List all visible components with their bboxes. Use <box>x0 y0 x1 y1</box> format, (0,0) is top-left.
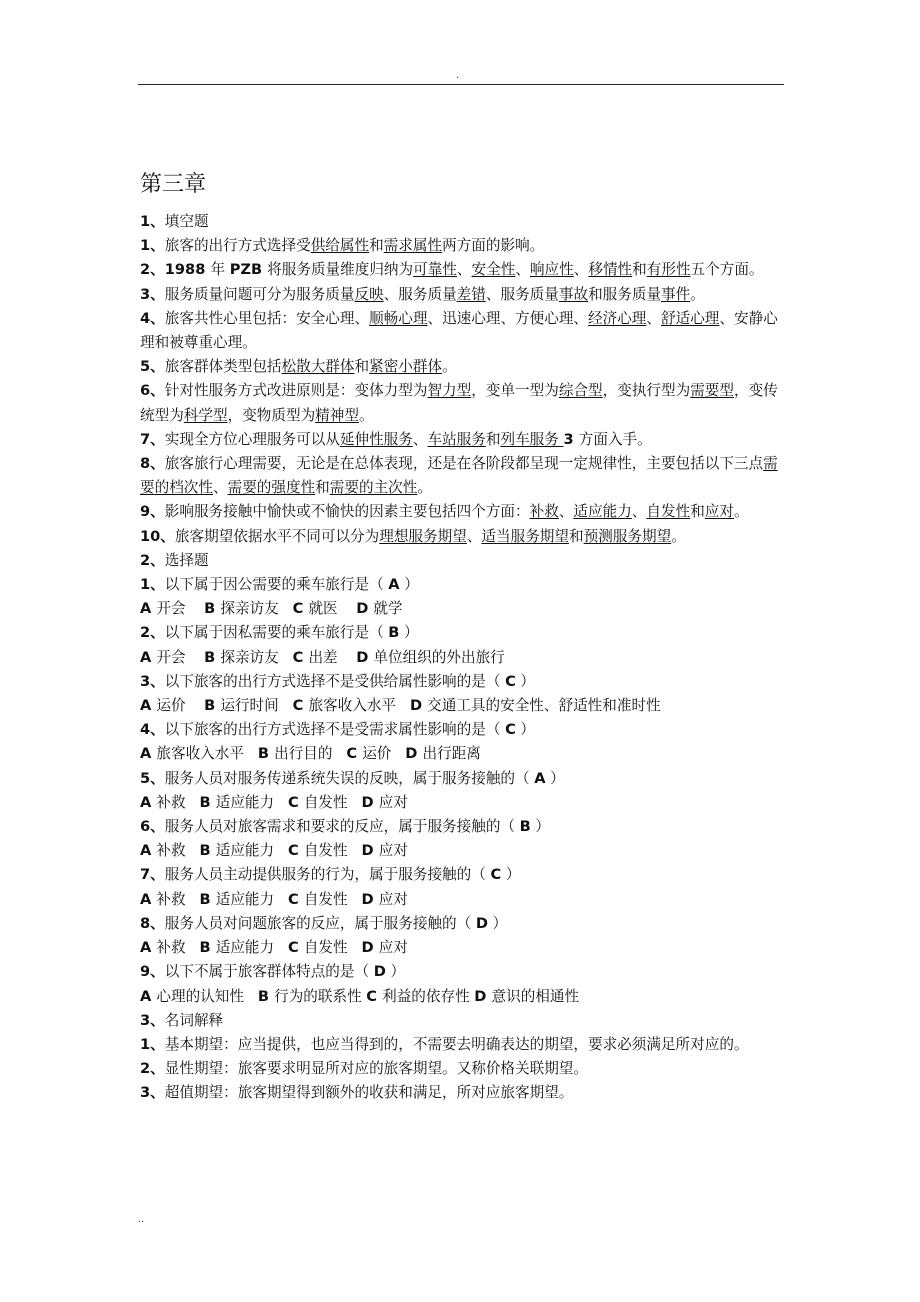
text-span: 。 <box>734 503 749 521</box>
answer-blank: 适当服务期望 <box>481 527 569 545</box>
text-line <box>140 912 785 936</box>
text-span: 3、 <box>140 1011 165 1029</box>
text-span: C <box>366 987 383 1005</box>
text-span: 五个方面。 <box>690 261 764 279</box>
text-span: 服务人员对旅客需求和要求的反应，属于服务接触的（ <box>164 818 520 836</box>
text-span: D <box>361 793 379 811</box>
text-span: 自发性 <box>303 939 362 957</box>
text-span: 。 <box>690 285 705 303</box>
text-span: D <box>361 842 379 860</box>
text-span: 、 <box>573 261 589 279</box>
text-span: 7、 <box>140 430 165 448</box>
answer-blank: 理想服务期望 <box>379 527 467 545</box>
text-span: 、 <box>466 527 482 545</box>
text-line <box>140 1009 785 1033</box>
text-span: B <box>257 745 275 763</box>
answer-blank: 经济心理 <box>588 309 647 327</box>
text-span: A <box>140 697 157 715</box>
answer-blank: 差错 <box>456 285 486 303</box>
text-span: 服务人员对问题旅客的反应，属于服务接触的（ <box>164 914 476 932</box>
text-span: 9、 <box>140 963 165 981</box>
text-span: 利益的依存性 <box>382 987 475 1005</box>
text-line <box>140 888 785 912</box>
text-span: 服务人员主动提供服务的行为，属于服务接触的（ <box>164 866 491 884</box>
text-line <box>140 621 785 645</box>
text-span: B <box>388 624 400 642</box>
text-span: C <box>505 721 516 739</box>
text-span: 服务质量问题可分为服务质量 <box>164 285 355 303</box>
answer-blank: 补救 <box>529 503 559 521</box>
text-span: 、服务质量 <box>383 285 457 303</box>
text-span: 、 <box>646 309 662 327</box>
text-span: D <box>361 890 379 908</box>
text-span: 以下旅客的出行方式选择不是受需求属性影响的是（ <box>164 721 506 739</box>
text-span: 应对 <box>378 842 408 860</box>
text-span: ） <box>501 866 521 884</box>
text-span: 意识的相通性 <box>491 987 580 1005</box>
text-span: C <box>505 672 516 690</box>
text-span: D <box>474 987 492 1005</box>
answer-blank: 反映 <box>354 285 384 303</box>
answer-blank: 供给属性 <box>310 237 370 255</box>
text-span: 4、 <box>140 721 165 739</box>
answer-blank: 需要型 <box>690 382 734 400</box>
text-span: 以下旅客的出行方式选择不是受供给属性影响的是（ <box>164 672 506 690</box>
answer-blank: 自发性 <box>646 503 691 521</box>
text-span: PZB <box>229 261 268 279</box>
text-span: A <box>140 648 157 666</box>
text-line <box>140 525 785 549</box>
text-span: 和 <box>569 527 584 545</box>
text-span: 1、 <box>140 1035 165 1053</box>
text-span: 基本期望：应当提供，也应当得到的，不需要去明确表达的期望，要求必须满足所对应的。 <box>164 1035 749 1053</box>
text-span: 2、1988 <box>140 261 211 279</box>
answer-blank: 移情性 <box>588 261 633 279</box>
text-span: A <box>140 987 157 1005</box>
text-span: ，变单一型为 <box>471 382 559 400</box>
text-span: 针对性服务方式改进原则是：变体力型为 <box>164 382 428 400</box>
text-span: ） <box>488 914 508 932</box>
text-span: 、 <box>515 261 530 279</box>
text-span: 探亲访友 <box>220 648 293 666</box>
text-span: B <box>204 697 221 715</box>
text-span: 以下不属于旅客群体特点的是（ <box>164 963 374 981</box>
text-line <box>140 960 785 984</box>
text-span: 1、 <box>140 237 165 255</box>
text-span: 补救 <box>156 890 200 908</box>
text-span: 2、 <box>140 624 165 642</box>
text-span: A <box>140 842 157 860</box>
text-span: 。 <box>417 479 432 497</box>
answer-blank: 紧密小群体 <box>369 358 443 376</box>
text-span: 选择题 <box>164 551 209 569</box>
answer-blank: 松散大群体 <box>281 358 355 376</box>
text-line <box>140 210 785 234</box>
text-span: 5、 <box>140 358 165 376</box>
text-span: 以下属于因私需要的乘车旅行是（ <box>164 624 389 642</box>
text-span: 2、 <box>140 551 165 569</box>
text-span: A <box>140 745 157 763</box>
answer-blank: 事故 <box>558 285 589 303</box>
text-span: 适应能力 <box>215 793 289 811</box>
text-line <box>140 718 785 742</box>
text-span: 将服务质量维度归纳为 <box>267 261 414 279</box>
answer-blank: 科学型 <box>183 406 228 424</box>
text-span: 和 <box>369 237 384 255</box>
text-line <box>140 549 785 573</box>
text-span: 、服务质量 <box>485 285 559 303</box>
text-span: ） <box>385 963 406 981</box>
text-span: C <box>346 745 363 763</box>
text-span: 3、 <box>140 672 165 690</box>
answer-blank: 舒适心理 <box>661 309 720 327</box>
text-line <box>140 646 785 670</box>
text-span: C <box>490 866 502 884</box>
text-span: 应对 <box>378 793 408 811</box>
text-span: D <box>409 697 428 715</box>
text-span: C <box>288 890 304 908</box>
answer-blank: 适应能力 <box>573 503 632 521</box>
text-span: C <box>288 842 304 860</box>
text-span: 就医 <box>308 600 357 618</box>
text-span: 自发性 <box>303 890 362 908</box>
answer-blank: 需要的主次性 <box>329 479 418 497</box>
text-line <box>140 767 785 791</box>
document-lines <box>140 210 785 1106</box>
answer-blank: 响应性 <box>529 261 574 279</box>
text-span: ） <box>399 624 419 642</box>
header-rule <box>138 84 784 85</box>
text-line <box>140 1033 785 1057</box>
text-line <box>140 597 785 621</box>
text-line <box>140 283 785 307</box>
text-line <box>140 379 785 427</box>
text-span: 年 <box>210 261 230 279</box>
answer-blank: 事件 <box>661 285 691 303</box>
text-span: 7、 <box>140 866 165 884</box>
text-span: 、迅速心理、方便心理、 <box>427 309 589 327</box>
text-span: 旅客收入水平 <box>156 745 258 763</box>
text-span: B <box>199 890 216 908</box>
text-span: 超值期望：旅客期望得到额外的收获和满足，所对应旅客期望。 <box>164 1084 574 1102</box>
text-span: 名词解释 <box>164 1011 224 1029</box>
text-span: 心理的认知性 <box>156 987 258 1005</box>
text-span: 和 <box>690 503 705 521</box>
text-line <box>140 985 785 1009</box>
text-line <box>140 670 785 694</box>
text-span: B <box>199 842 216 860</box>
answer-blank: 车站服务 <box>427 430 486 448</box>
text-span: 应对 <box>378 890 408 908</box>
text-span: 行为的联系性 <box>274 987 367 1005</box>
text-span: 以下属于因公需要的乘车旅行是（ <box>164 576 389 594</box>
text-span: 8、 <box>140 914 165 932</box>
text-line <box>140 694 785 718</box>
text-span: C <box>292 600 309 618</box>
text-span: 2、 <box>140 1060 165 1078</box>
text-span: 运价 <box>362 745 406 763</box>
text-span: 。 <box>671 527 686 545</box>
text-span: 开会 <box>156 648 205 666</box>
text-span: C <box>292 648 309 666</box>
document-body <box>140 166 785 1106</box>
text-line <box>140 1057 785 1081</box>
answer-blank: 列车服务 <box>500 430 564 448</box>
text-span: 适应能力 <box>215 890 289 908</box>
text-span: 旅客的出行方式选择受 <box>164 237 311 255</box>
text-span: 旅客收入水平 <box>308 697 410 715</box>
text-span: C <box>288 939 304 957</box>
text-span: 运行时间 <box>220 697 293 715</box>
header-mark: . <box>456 70 460 81</box>
text-span: 、 <box>456 261 472 279</box>
text-span: 补救 <box>156 939 200 957</box>
text-span: 实现全方位心理服务可以从 <box>164 430 340 448</box>
text-span: ） <box>530 818 551 836</box>
text-span: 自发性 <box>303 842 362 860</box>
text-span: 10、 <box>140 527 175 545</box>
text-line <box>140 234 785 258</box>
text-span: C <box>288 793 304 811</box>
text-span: 、安静心理和被尊重心理。 <box>140 309 778 352</box>
text-span: 出差 <box>308 648 357 666</box>
text-span: 8、 <box>140 455 165 473</box>
text-span: 填空题 <box>164 213 209 230</box>
text-span: 6、 <box>140 818 165 836</box>
text-span: ） <box>515 721 536 739</box>
text-span: D <box>361 939 379 957</box>
text-span: 3、 <box>140 285 165 303</box>
text-span: ，变传统型为 <box>140 382 778 424</box>
text-span: 3、 <box>140 1084 165 1102</box>
text-span: A <box>140 793 157 811</box>
text-span: 自发性 <box>303 793 362 811</box>
text-span: 探亲访友 <box>220 600 293 618</box>
text-span: D <box>405 745 423 763</box>
text-span: 交通工具的安全性、舒适性和准时性 <box>427 697 661 715</box>
text-span: D <box>475 914 488 932</box>
answer-blank: 需求属性 <box>383 237 443 255</box>
text-span: 旅客群体类型包括 <box>164 358 282 376</box>
text-line <box>140 258 785 282</box>
text-span: A <box>140 600 157 618</box>
text-line <box>140 839 785 863</box>
text-span: 运价 <box>156 697 205 715</box>
text-span: A <box>534 769 546 787</box>
text-span: 出行目的 <box>274 745 347 763</box>
answer-blank: 需要的强度性 <box>227 479 316 497</box>
text-span: 和 <box>315 479 330 497</box>
text-span: 服务人员对服务传递系统失误的反映，属于服务接触的（ <box>164 769 535 787</box>
text-span: C <box>292 697 309 715</box>
answer-blank: 有形性 <box>646 261 691 279</box>
answer-blank: 延伸性服务 <box>339 430 413 448</box>
answer-blank: 安全性 <box>471 261 516 279</box>
text-span: 适应能力 <box>215 939 289 957</box>
text-span: 单位组织的外出旅行 <box>373 648 505 666</box>
text-span: 就学 <box>373 600 403 618</box>
text-span: 。 <box>442 358 457 376</box>
answer-blank: 智力型 <box>427 382 472 400</box>
text-span: 应对 <box>378 939 408 957</box>
text-span: 4、 <box>140 309 165 327</box>
text-span: ） <box>545 769 565 787</box>
text-span: A <box>140 890 157 908</box>
text-line <box>140 742 785 766</box>
text-line <box>140 573 785 597</box>
text-span: D <box>356 648 374 666</box>
text-span: A <box>388 576 400 594</box>
text-span: B <box>257 987 275 1005</box>
text-line <box>140 791 785 815</box>
answer-blank: 预测服务期望 <box>583 527 672 545</box>
text-span: 、 <box>212 479 228 497</box>
text-span: ） <box>515 672 536 690</box>
text-span: B <box>204 600 221 618</box>
text-span: 和 <box>485 430 501 448</box>
answer-blank: 可靠性 <box>413 261 457 279</box>
text-line <box>140 500 785 524</box>
text-span: B <box>204 648 221 666</box>
text-span: 和 <box>632 261 647 279</box>
text-span: 和服务质量 <box>588 285 662 303</box>
text-line <box>140 1081 785 1105</box>
text-line <box>140 936 785 960</box>
text-span: 、 <box>558 503 574 521</box>
text-span: 1、 <box>140 576 165 594</box>
text-span: 和 <box>354 358 370 376</box>
text-span: 1、 <box>140 213 165 230</box>
text-span: B <box>199 793 216 811</box>
text-span: 补救 <box>156 842 200 860</box>
text-span: 两方面的影响。 <box>442 237 545 255</box>
text-line <box>140 863 785 887</box>
text-span: 。 <box>358 406 374 424</box>
text-line <box>140 428 785 452</box>
answer-blank: 需要的档次性 <box>140 455 778 497</box>
answer-blank: 精神型 <box>315 406 359 424</box>
text-span: B <box>519 818 531 836</box>
answer-blank: 顺畅心理 <box>369 309 428 327</box>
text-span: 开会 <box>156 600 205 618</box>
text-line <box>140 355 785 379</box>
text-span: ） <box>399 576 419 594</box>
text-span: 影响服务接触中愉快或不愉快的因素主要包括四个方面： <box>164 503 530 521</box>
text-span: 3 <box>563 430 579 448</box>
footer-mark: .. <box>138 1214 145 1225</box>
text-line <box>140 307 785 355</box>
text-span: 旅客期望依据水平不同可以分为 <box>174 527 380 545</box>
answer-blank: 综合型 <box>558 382 603 400</box>
text-line <box>140 452 785 500</box>
text-span: 方面入手。 <box>578 430 652 448</box>
text-span: 补救 <box>156 793 200 811</box>
text-span: 旅客旅行心理需要，无论是在总体表现，还是在各阶段都呈现一定规律性，主要包括以下三点 <box>164 455 764 473</box>
text-span: A <box>140 939 157 957</box>
text-span: ，变物质型为 <box>227 406 316 424</box>
text-span: 6、 <box>140 382 165 400</box>
chapter-title: 第三章 <box>140 172 207 197</box>
answer-blank: 应对 <box>704 503 735 521</box>
text-span: 适应能力 <box>215 842 289 860</box>
text-span: 旅客共性心里包括：安全心理、 <box>164 309 370 327</box>
text-span: B <box>199 939 216 957</box>
text-span: 、 <box>631 503 647 521</box>
text-span: ，变执行型为 <box>602 382 691 400</box>
text-span: 9、 <box>140 503 165 521</box>
text-line <box>140 815 785 839</box>
text-span: 出行距离 <box>422 745 481 763</box>
text-span: 5、 <box>140 769 165 787</box>
text-span: D <box>373 963 386 981</box>
text-span: 显性期望：旅客要求明显所对应的旅客期望。又称价格关联期望。 <box>164 1060 588 1078</box>
text-span: 、 <box>412 430 428 448</box>
text-span: D <box>356 600 374 618</box>
